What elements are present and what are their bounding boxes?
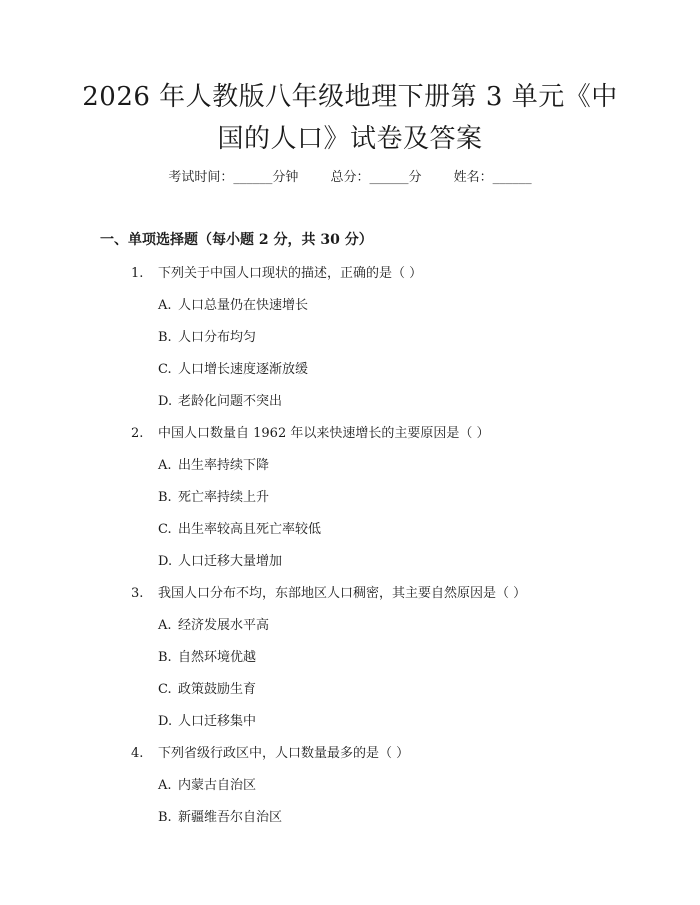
question-item <box>0 418 700 578</box>
option-letter: D. <box>158 394 173 409</box>
option-text: 政策鼓励生育 <box>178 682 257 697</box>
title-line-2: 国的人口》试卷及答案 <box>217 124 483 154</box>
question-text: 下列关于中国人口现状的描述，正确的是（ ） <box>158 266 423 281</box>
answer-option <box>0 802 700 834</box>
question-stem <box>0 258 700 290</box>
option-text: 出生率持续下降 <box>178 458 270 473</box>
answer-option <box>0 354 700 386</box>
option-letter: A. <box>158 618 172 633</box>
option-letter: B. <box>158 810 172 825</box>
answer-option <box>0 322 700 354</box>
question-number: 3. <box>131 586 144 601</box>
option-letter: A. <box>158 458 172 473</box>
answer-option <box>0 290 700 322</box>
answer-option <box>0 482 700 514</box>
option-text: 人口迁移集中 <box>178 714 257 729</box>
question-stem <box>0 738 700 770</box>
question-list <box>0 258 700 834</box>
option-letter: D. <box>158 554 173 569</box>
question-number: 2. <box>131 426 144 441</box>
answer-option <box>0 546 700 578</box>
answer-option <box>0 674 700 706</box>
question-stem <box>0 578 700 610</box>
answer-option <box>0 450 700 482</box>
option-letter: A. <box>158 298 172 313</box>
answer-option <box>0 386 700 418</box>
option-text: 新疆维吾尔自治区 <box>178 810 283 825</box>
question-item <box>0 738 700 834</box>
option-letter: B. <box>158 650 172 665</box>
option-letter: C. <box>158 362 172 377</box>
option-text: 人口分布均匀 <box>178 330 257 345</box>
option-letter: B. <box>158 490 172 505</box>
answer-option <box>0 642 700 674</box>
question-stem <box>0 418 700 450</box>
option-letter: C. <box>158 682 172 697</box>
option-letter: B. <box>158 330 172 345</box>
answer-option <box>0 610 700 642</box>
exam-time-field: 考试时间：______分钟 <box>168 170 299 185</box>
option-text: 出生率较高且死亡率较低 <box>178 522 322 537</box>
question-item <box>0 578 700 738</box>
option-letter: C. <box>158 522 172 537</box>
question-text: 中国人口数量自 1962 年以来快速增长的主要原因是（ ） <box>158 426 490 441</box>
option-text: 内蒙古自治区 <box>178 778 257 793</box>
total-score-field: 总分：______分 <box>330 170 422 185</box>
option-text: 人口迁移大量增加 <box>178 554 283 569</box>
title-line-1: 2026 年人教版八年级地理下册第 3 单元《中 <box>82 82 618 112</box>
question-number: 1. <box>131 266 144 281</box>
exam-info <box>0 168 700 188</box>
option-text: 人口总量仍在快速增长 <box>178 298 309 313</box>
document-title <box>60 76 640 160</box>
student-name-field: 姓名：______ <box>453 170 532 185</box>
answer-option <box>0 770 700 802</box>
option-text: 人口增长速度逐渐放缓 <box>178 362 309 377</box>
option-text: 经济发展水平高 <box>178 618 270 633</box>
option-letter: D. <box>158 714 173 729</box>
answer-option <box>0 514 700 546</box>
question-number: 4. <box>131 746 144 761</box>
option-text: 死亡率持续上升 <box>178 490 270 505</box>
option-text: 自然环境优越 <box>178 650 257 665</box>
question-item <box>0 258 700 418</box>
answer-option <box>0 706 700 738</box>
question-text: 我国人口分布不均，东部地区人口稠密，其主要自然原因是（ ） <box>158 586 527 601</box>
section-heading: 一、单项选择题（每小题 2 分，共 30 分） <box>100 232 373 248</box>
option-letter: A. <box>158 778 172 793</box>
question-text: 下列省级行政区中，人口数量最多的是（ ） <box>158 746 410 761</box>
option-text: 老龄化问题不突出 <box>178 394 283 409</box>
